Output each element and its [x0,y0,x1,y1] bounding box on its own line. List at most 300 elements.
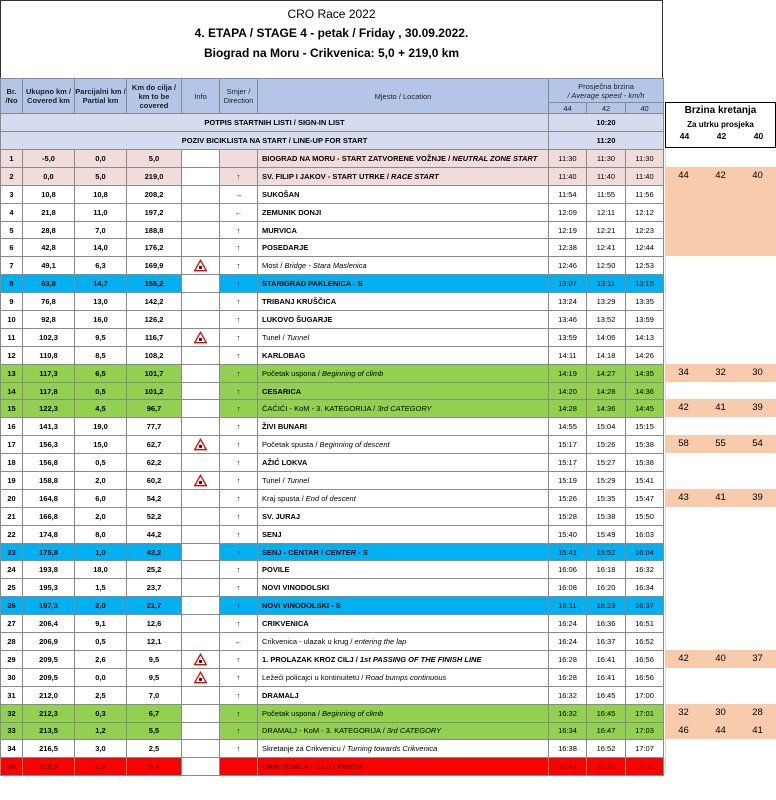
speed-panel-row [665,668,776,686]
speed-panel-row [665,525,776,543]
row-number: 32 [1,704,23,722]
table-row [1,740,664,758]
km-to-finish: 12,1 [127,633,182,651]
km-to-finish: 43,2 [127,543,182,561]
location-local: SENJ - CENTAR / [262,547,326,557]
row-number: 33 [1,722,23,740]
covered-km: 110,8 [23,346,75,364]
location-cell: DRAMALJ [258,686,549,704]
table-row [1,507,664,525]
location-cell [258,436,549,454]
location-cell [258,668,549,686]
info-cell [182,668,220,686]
direction-cell: ↑ [220,597,258,615]
direction-cell: ↑ [220,382,258,400]
location-english: RACE START [391,171,439,181]
speed-panel-row [665,382,776,400]
location-local: Početak spusta / [262,440,320,450]
covered-km: 175,8 [23,543,75,561]
partial-km: 0,5 [75,454,127,472]
partial-km: 0,0 [75,668,127,686]
info-cell [182,686,220,704]
avg-sub: / Average speed - km/h [567,90,645,100]
partial-km: 6,0 [75,489,127,507]
time-42: 16:41 [587,650,626,668]
table-row [1,436,664,454]
stage-line: 4. ETAPA / STAGE 4 - petak / Friday , 30.09.2022. [194,26,469,40]
direction-cell: ↑ [220,346,258,364]
table-row [1,382,664,400]
row-number: 11 [1,328,23,346]
time-42: 16:52 [587,740,626,758]
location-local: Ležeći policajci u kontinuitetu / [262,672,366,682]
time-40: 11:30 [626,150,664,168]
location-cell [258,633,549,651]
location-english: Bridge - Stara Maslenica [284,261,367,271]
speed-panel-row [665,704,776,722]
time-42: 16:41 [587,668,626,686]
time-44: 16:34 [549,722,587,740]
table-row [1,525,664,543]
covered-km: 195,3 [23,579,75,597]
partial-km: 0,3 [75,704,127,722]
time-42: 16:47 [587,722,626,740]
km-to-finish: 126,2 [127,311,182,329]
location-cell: STARIGRAD PAKLENICA - S [258,275,549,293]
time-40: 14:13 [626,328,664,346]
speed-panel-row [665,274,776,292]
time-44: 15:40 [549,525,587,543]
speed-panel-row [665,435,776,453]
time-42: 15:29 [587,472,626,490]
panel-value-40: 28 [752,707,763,718]
location-english: entering the lap [354,636,407,646]
time-42: 13:52 [587,311,626,329]
info-cell [182,758,220,776]
km-to-finish: 7,0 [127,686,182,704]
warning-sign-icon [194,259,207,272]
speed-panel-row [665,167,776,185]
info-cell [182,275,220,293]
covered-km: 42,8 [23,239,75,257]
table-row [1,704,664,722]
time-44: 13:59 [549,328,587,346]
location-english: Beginning of climb [322,368,384,378]
time-40: 14:35 [626,364,664,382]
row-number: 8 [1,275,23,293]
km-to-finish: 155,2 [127,275,182,293]
panel-value-42: 40 [715,653,726,664]
warning-sign-icon [194,438,207,451]
location-english: Tunnel [286,332,310,342]
time-44: 16:38 [549,740,587,758]
location-cell: MURVICA [258,221,549,239]
direction-cell: ↑ [220,561,258,579]
table-row [1,167,664,185]
covered-km: 166,8 [23,507,75,525]
panel-value-42: 41 [715,492,726,503]
warning-sign-icon [194,331,207,344]
partial-km: 2,0 [75,597,127,615]
time-42: 11:55 [587,185,626,203]
partial-km: 9,1 [75,615,127,633]
col-covered: Ukupno km / Covered km [23,79,75,114]
row-number: 26 [1,597,23,615]
time-40: 12:23 [626,221,664,239]
location-cell: CESARICA [258,382,549,400]
location-cell [258,257,549,275]
time-42: 13:29 [587,293,626,311]
direction-cell: ↑ [220,239,258,257]
speed-panel-row [665,596,776,614]
location-cell: NOVI VINODOLSKI - S [258,597,549,615]
time-44: 15:17 [549,436,587,454]
km-to-finish: 5,5 [127,722,182,740]
panel-value-42: 41 [715,402,726,413]
partial-km: 15,0 [75,436,127,454]
speed-panel-row [665,560,776,578]
covered-km: 141,3 [23,418,75,436]
location-english: FINISH [337,762,363,772]
table-row [1,311,664,329]
speed-panel-row [665,686,776,704]
location-local: BIOGRAD NA MORU - START ZATVORENE VOŽNJE / [262,153,453,163]
warning-sign-icon [194,653,207,666]
time-44: 16:32 [549,704,587,722]
time-40: 16:32 [626,561,664,579]
location-local: Crikvenica - ulazak u krug / [262,636,355,646]
time-40: 13:59 [626,311,664,329]
location-cell: ZEMUNIK DONJI [258,203,549,221]
panel-value-44: 42 [678,653,689,664]
speed-panel-row [665,185,776,203]
row-number: 25 [1,579,23,597]
row-number: 4 [1,203,23,221]
location-local: DRAMALJ - KoM - 3. KATEGORIJA / [262,726,387,736]
time-40: 17:01 [626,704,664,722]
km-to-finish: 108,2 [127,346,182,364]
table-row [1,418,664,436]
line-up-label: POZIV BICIKLISTA NA START / LINE-UP FOR START [1,132,549,150]
partial-km: 0,5 [75,633,127,651]
time-44: 16:28 [549,650,587,668]
time-40: 17:03 [626,722,664,740]
speed-panel-row [665,238,776,256]
km-to-finish: 12,6 [127,615,182,633]
speed-panel-row [665,507,776,525]
speed-panel-row [665,650,776,668]
table-row [1,185,664,203]
location-english: End of descent [305,493,356,503]
partial-km: 2,6 [75,650,127,668]
time-40: 16:51 [626,615,664,633]
direction-cell: ↑ [220,615,258,633]
panel-value-40: 39 [752,492,763,503]
time-42: 12:11 [587,203,626,221]
km-to-finish: 101,7 [127,364,182,382]
covered-km: 156,3 [23,436,75,454]
location-cell [258,364,549,382]
location-english: Turning towards Crikvenica [347,744,438,754]
time-40: 15:15 [626,418,664,436]
km-to-finish: 116,7 [127,328,182,346]
time-42: 15:35 [587,489,626,507]
table-row [1,400,664,418]
km-to-finish: 21,7 [127,597,182,615]
location-local: 1. PROLAZAK KROZ CILJ / [262,654,360,664]
panel-value-44: 34 [678,367,689,378]
time-44: 14:20 [549,382,587,400]
km-to-finish: 176,2 [127,239,182,257]
row-number: 28 [1,633,23,651]
info-cell [182,436,220,454]
row-number: 29 [1,650,23,668]
covered-km: 76,8 [23,293,75,311]
info-cell [182,150,220,168]
location-local: Skretanje za Crikvenicu / [262,744,348,754]
row-number: 14 [1,382,23,400]
panel-value-42: 32 [715,367,726,378]
row-number: 27 [1,615,23,633]
table-row [1,150,664,168]
table-row [1,454,664,472]
time-40: 16:04 [626,543,664,561]
speed-42: 42 [587,103,626,114]
info-cell [182,203,220,221]
direction-cell: ↑ [220,472,258,490]
partial-km: 9,5 [75,328,127,346]
covered-km: 219,0 [23,758,75,776]
covered-km: 213,5 [23,722,75,740]
row-number: 19 [1,472,23,490]
km-to-finish: 219,0 [127,167,182,185]
panel-value-44: 46 [678,725,689,736]
time-44: 16:41 [549,758,587,776]
location-english: CENTER - S [325,547,368,557]
time-44: 15:17 [549,454,587,472]
location-cell [258,740,549,758]
location-cell: SENJ [258,525,549,543]
direction-cell: ↑ [220,579,258,597]
location-local: Početak uspona / [262,368,323,378]
direction-cell: ↑ [220,328,258,346]
time-44: 11:30 [549,150,587,168]
direction-cell: ↑ [220,650,258,668]
time-44: 14:11 [549,346,587,364]
time-42: 15:26 [587,436,626,454]
partial-km: 2,0 [75,507,127,525]
time-42: 16:45 [587,704,626,722]
speed-panel-row [665,632,776,650]
covered-km: 117,3 [23,364,75,382]
km-to-finish: 25,2 [127,561,182,579]
partial-km: 1,2 [75,722,127,740]
time-40: 17:00 [626,686,664,704]
direction-cell: ↑ [220,507,258,525]
covered-km: 209,5 [23,668,75,686]
km-to-finish: 0,0 [127,758,182,776]
row-number: 22 [1,525,23,543]
partial-km: 1,0 [75,543,127,561]
speed-panel-title: Brzina kretanja [665,102,776,118]
km-to-finish: 101,2 [127,382,182,400]
partial-km: 6,5 [75,364,127,382]
location-local: ĆAĆIĆI - KoM - 3. KATEGORIJA / [262,404,378,414]
speed-panel-row [665,346,776,364]
info-cell [182,221,220,239]
time-40: 16:34 [626,579,664,597]
speed-panel-row [665,417,776,435]
table-row [1,346,664,364]
panel-value-40: 37 [752,653,763,664]
speed-panel-row [665,453,776,471]
direction-cell: ↑ [220,722,258,740]
location-local: Most / [262,261,285,271]
partial-km: 11,0 [75,203,127,221]
time-44: 11:54 [549,185,587,203]
time-40: 16:52 [626,633,664,651]
table-row [1,275,664,293]
info-cell [182,328,220,346]
panel-speed-44: 44 [679,131,690,141]
time-42: 15:52 [587,543,626,561]
location-local: CRIKVENICA - CILJ / [262,762,338,772]
km-to-finish: 9,5 [127,668,182,686]
covered-km: 117,8 [23,382,75,400]
avg-title: Prosječna brzina [578,81,634,91]
time-40: 14:26 [626,346,664,364]
location-english: 3rd CATEGORY [377,404,432,414]
km-to-finish: 142,2 [127,293,182,311]
km-to-finish: 5,0 [127,150,182,168]
time-40: 12:12 [626,203,664,221]
km-to-finish: 52,2 [127,507,182,525]
covered-km: 102,3 [23,328,75,346]
panel-value-44: 42 [678,402,689,413]
time-44: 13:24 [549,293,587,311]
direction-cell: ↑ [220,275,258,293]
panel-speed-40: 40 [753,131,764,141]
partial-km: 10,8 [75,185,127,203]
covered-km: 158,8 [23,472,75,490]
time-44: 14:28 [549,400,587,418]
row-number: 35 [1,758,23,776]
covered-km: 216,5 [23,740,75,758]
covered-km: 206,4 [23,615,75,633]
col-no: Br. /No [1,79,23,114]
time-44: 16:11 [549,597,587,615]
location-cell: LUKOVO ŠUGARJE [258,311,549,329]
timetable [0,78,664,776]
time-44: 16:24 [549,615,587,633]
time-40: 16:03 [626,525,664,543]
location-local: Tunel / [262,475,287,485]
row-number: 2 [1,167,23,185]
info-cell [182,489,220,507]
speed-panel-row [665,722,776,740]
km-to-finish: 197,2 [127,203,182,221]
time-42: 16:23 [587,597,626,615]
time-42: 16:45 [587,686,626,704]
panel-value-40: 30 [752,367,763,378]
speed-40: 40 [626,103,664,114]
time-44: 16:08 [549,579,587,597]
title-block [0,0,663,80]
location-cell: NOVI VINODOLSKI [258,579,549,597]
warning-sign-icon [194,671,207,684]
partial-km: 2,5 [75,758,127,776]
info-cell [182,722,220,740]
table-row [1,472,664,490]
table-row [1,293,664,311]
direction-cell: ↑ [220,311,258,329]
table-row [1,257,664,275]
sign-in-label: POTPIS STARTNIH LISTI / SIGN-IN LIST [1,114,549,132]
direction-cell: ↑ [220,525,258,543]
direction-cell: → [220,185,258,203]
col-to-cover: Km do cilja / km to be covered [127,79,182,114]
sign-in-time: 10:20 [549,114,664,132]
time-40: 14:36 [626,382,664,400]
location-cell: KARLOBAG [258,346,549,364]
panel-value-40: 41 [752,725,763,736]
time-40: 11:56 [626,185,664,203]
direction-cell: ↑ [220,436,258,454]
panel-value-40: 54 [752,438,763,449]
direction-cell: ↑ [220,740,258,758]
table-row [1,633,664,651]
speed-panel-row [665,489,776,507]
direction-cell: ↑ [220,489,258,507]
table-row [1,579,664,597]
route-line: Biograd na Moru - Crikvenica: 5,0 + 219,0 km [203,46,460,60]
time-40: 17:07 [626,740,664,758]
location-cell [258,650,549,668]
time-44: 16:24 [549,633,587,651]
direction-cell [220,150,258,168]
location-cell: POSEDARJE [258,239,549,257]
row-number: 5 [1,221,23,239]
covered-km: 212,3 [23,704,75,722]
time-42: 16:18 [587,561,626,579]
col-info: Info [182,79,220,114]
table-row [1,668,664,686]
location-local: Početak uspona / [262,708,323,718]
info-cell [182,185,220,203]
location-english: Tunnel [286,475,310,485]
time-44: 14:19 [549,364,587,382]
table-row [1,615,664,633]
table-row [1,597,664,615]
partial-km: 0,0 [75,150,127,168]
direction-cell: ↑ [220,418,258,436]
location-english: 3rd CATEGORY [386,726,442,736]
time-44: 12:19 [549,221,587,239]
line-up-band [1,132,664,150]
partial-km: 7,0 [75,221,127,239]
time-42: 15:49 [587,525,626,543]
partial-km: 0,5 [75,382,127,400]
covered-km: 209,5 [23,650,75,668]
row-number: 17 [1,436,23,454]
partial-km: 14,0 [75,239,127,257]
location-cell [258,758,549,776]
covered-km: 164,8 [23,489,75,507]
time-42: 15:38 [587,507,626,525]
time-42: 11:40 [587,167,626,185]
time-44: 12:38 [549,239,587,257]
info-cell [182,525,220,543]
